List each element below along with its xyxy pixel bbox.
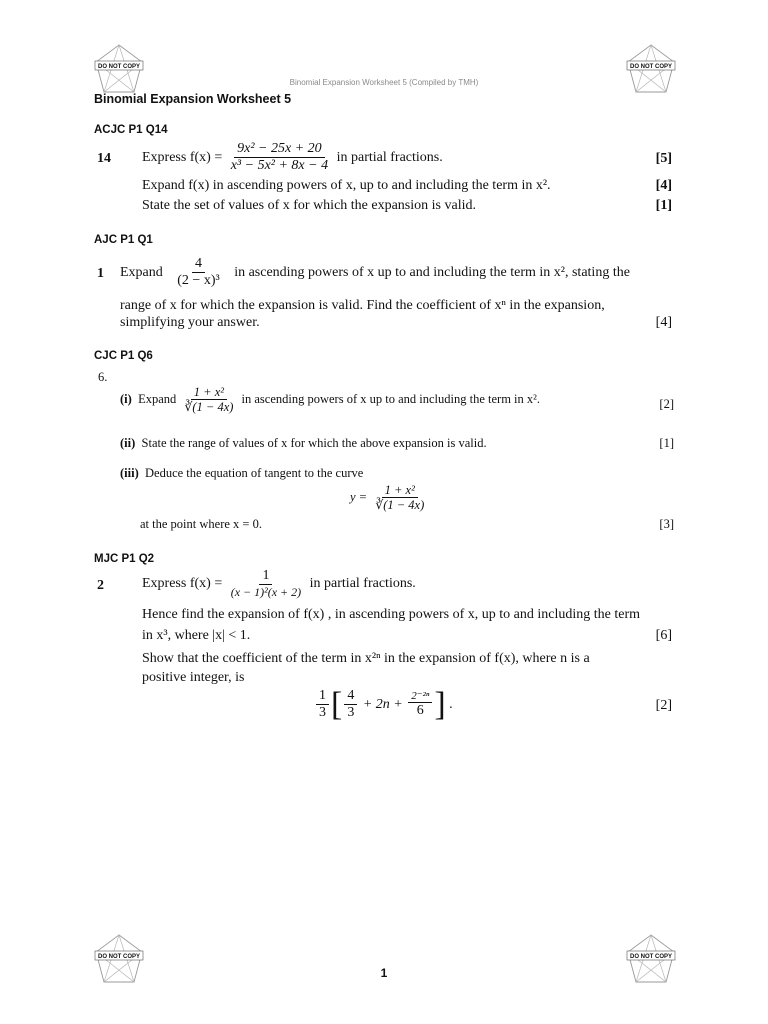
svg-text:DO NOT COPY: DO NOT COPY [97, 954, 141, 960]
cjc-part-i: (i) Expand $\frac{\text{1 + x²}}{∛(1 - 4x)}$ in ascending powers of x up to and including the term in x². [120, 385, 541, 415]
question-number-mjc: 2 [97, 578, 104, 593]
svg-text:DO NOT COPY: DO NOT COPY [629, 954, 673, 960]
section-heading-acjc: ACJC P1 Q14 [94, 124, 168, 136]
section-heading-cjc: CJC P1 Q6 [94, 350, 153, 362]
mjc-eq-b: $\frac{\text{2⁻²ⁿ}}{6}$ [408, 690, 432, 720]
cjc-curve-equation: y = $\frac{\text{1 + x²}}{∛(1 - 4x)}$ [350, 483, 429, 513]
svg-text:DO NOT COPY: DO NOT COPY [629, 64, 673, 70]
acjc-line-1: Express f(x) = $\frac{\text{9x² − 25x + 20}}{\text{x³ − 5x² + 8x − 4}}$ in partial fractions. [142, 141, 443, 174]
cjc-mark-iii: [3] [659, 517, 674, 531]
cjc-curve-fraction: $\frac{\text{1 + x²}}{∛(1 - 4x)}$ [375, 483, 425, 513]
star-pentagon-icon [624, 42, 678, 104]
mjc-mark-1: [6] [655, 628, 672, 643]
mjc-line-5: positive integer, is [142, 670, 245, 685]
ajc-line-1: Expand $\frac{4}{\text{(2 − x)³}}$ in ascending powers of x up to and including the term in x², stating the [120, 256, 630, 289]
acjc-fraction: $\frac{\text{9x² − 25x + 20}}{\text{x³ − 5x² + 8x − 4}}$ [230, 141, 329, 174]
mjc-coefficient-equation: $\frac{1}{3}$ [ $\frac{4}{3}$ + 2n + $\frac{\text{2⁻²ⁿ}}{6}$ ] . [314, 688, 453, 722]
cjc-part-iii: (iii) Deduce the equation of tangent to the curve [120, 466, 364, 480]
question-number-cjc: 6. [98, 370, 108, 384]
star-pentagon-icon [92, 932, 146, 994]
mjc-line-3: in x³, where |x| < 1. [142, 628, 251, 643]
cjc-mark-i: [2] [659, 397, 674, 411]
cjc-iii-after: at the point where x = 0. [140, 517, 262, 531]
mjc-line-4: Show that the coefficient of the term in x²ⁿ in the expansion of f(x), where n is a [142, 651, 590, 666]
question-number-ajc: 1 [97, 266, 104, 281]
mjc-eq-lead: $\frac{1}{3}$ [316, 688, 329, 722]
acjc-line-2: Expand f(x) in ascending powers of x, up to and including the term in x². [142, 178, 551, 193]
ajc-fraction: $\frac{4}{\text{(2 − x)³}}$ [177, 256, 220, 289]
worksheet-title: Binomial Expansion Worksheet 5 [94, 92, 292, 106]
mjc-eq-a: $\frac{4}{3}$ [344, 688, 357, 722]
cjc-mark-ii: [1] [659, 436, 674, 450]
watermark-bottom-left [92, 932, 146, 994]
acjc-mark-1: [5] [655, 151, 672, 166]
question-number-acjc: 14 [97, 151, 111, 166]
cjc-part-ii: (ii) State the range of values of x for which the above expansion is valid. [120, 436, 487, 450]
ajc-line-2: range of x for which the expansion is valid. Find the coefficient of xⁿ in the expansion, [120, 298, 605, 313]
page-number: 1 [380, 966, 388, 980]
ajc-line-3: simplifying your answer. [120, 315, 260, 330]
mjc-line-2: Hence find the expansion of f(x) , in ascending powers of x, up to and including the term [142, 607, 641, 622]
acjc-mark-2: [4] [655, 178, 672, 193]
cjc-i-fraction: $\frac{\text{1 + x²}}{∛(1 - 4x)}$ [184, 385, 234, 415]
watermark-top-right [624, 42, 678, 104]
mjc-fraction: $\frac{1}{\text{(x − 1)²(x + 2)}}$ [230, 568, 302, 600]
acjc-line-3: State the set of values of x for which the expansion is valid. [142, 198, 476, 213]
running-header: Binomial Expansion Worksheet 5 (Compiled by TMH) [289, 78, 479, 87]
star-pentagon-icon [624, 932, 678, 994]
acjc-mark-3: [1] [655, 198, 672, 213]
section-heading-ajc: AJC P1 Q1 [94, 234, 153, 246]
mjc-line-1: Express f(x) = $\frac{1}{\text{(x − 1)²(x + 2)}}$ in partial fractions. [142, 568, 416, 600]
mjc-mark-2: [2] [655, 698, 672, 713]
svg-text:DO NOT COPY: DO NOT COPY [97, 64, 141, 70]
section-heading-mjc: MJC P1 Q2 [94, 553, 155, 565]
watermark-bottom-right [624, 932, 678, 994]
ajc-mark: [4] [655, 315, 672, 330]
